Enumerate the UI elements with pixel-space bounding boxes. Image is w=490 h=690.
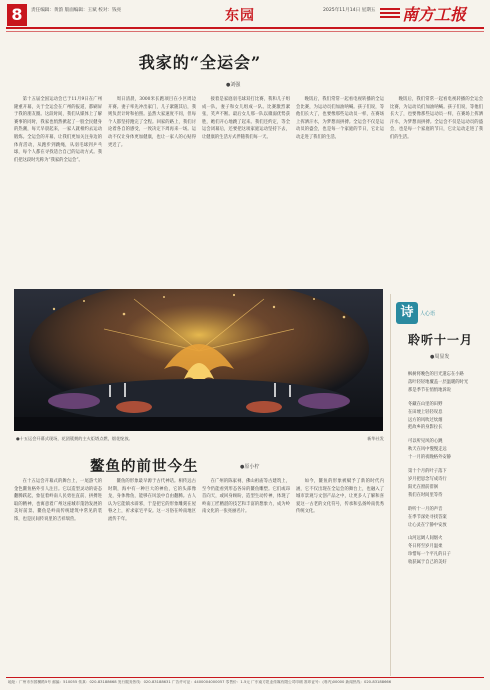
poem-line: 聆听十一月的声音: [408, 506, 443, 512]
poem-line: 冬藏在山里的田野: [408, 401, 443, 407]
editor-info: 责任编辑：黄韵 版面编辑：王斌 校对：钱亮: [31, 8, 122, 13]
poem-line: 第十个月的叶子落下: [408, 469, 447, 475]
poem-line: 冬日将至岁月温柔: [408, 544, 443, 550]
poem-line: 山河远阔人间烟火: [408, 536, 443, 542]
poem-line: 珍惜每一个平凡的日子: [408, 552, 451, 558]
photo-caption: ●十五运会开幕式现场，花团簇拥的主火炬塔点燃，烟花绽放。: [16, 436, 133, 441]
ceremony-illustration: [14, 289, 383, 431]
poem-line: 岁月把思念写成诗行: [408, 476, 447, 482]
photo-credit: 新华社发: [367, 436, 384, 441]
article-paragraph: 第十五届全国运动会已于11月9日在广州隆重开幕，关于全运会在广州的报道，都刷屏于我的朋友圈。这段时间，我们从媒体上了解赛事的同时，我家也悄然掀起了一股全民健身的热潮，每天早晨起来，一家人就相约去运动锻炼。全运会的开幕，让我们更加关注身边的体育活动，从跑步到跳绳，从羽毛球到乒乓球，每个人都在寻找适合自己的运动方式。我们把这段时光称为“我家的全运会”。: [14, 97, 102, 163]
article-byline: ●刘强: [226, 82, 241, 88]
article-column-1: [14, 96, 102, 284]
page-number: 8: [7, 4, 27, 26]
article-paragraph: 晚饭后，我们常常一起看电视转播的全运会比赛，为运动员们加油呐喊。孩子们说，等他们长大了，也要像那些运动员一样，在赛场上挥洒汗水，为梦想而拼搏。全运会不仅是运动员的盛会，也是每一个家庭的节日，它让运动走进了我们的生活。: [296, 97, 384, 140]
poem-line: 那是季节在悄悄地诉说: [408, 387, 451, 393]
poem-line: 在季节深处寻找答案: [408, 514, 447, 520]
opening-ceremony-photo: [14, 289, 383, 431]
poem-tag-icon: 诗: [396, 302, 418, 324]
poem-title: 聆听十一月: [408, 333, 474, 347]
poem-line: 让心灵在宁静中安放: [408, 522, 447, 528]
article2-column-2: [108, 478, 196, 674]
poem-line: 远方的风吹过炊烟: [408, 417, 443, 423]
article-paragraph: 在广州的陈家祠、佛山祖庙等古建筑上，至今仍能看到形态各异的鳌鱼雕塑。它们或昂首向天，或回身顾盼，造型生动传神，体现了岭南工匠精湛的技艺和丰富的想象力，成为岭南文化的一张亮丽名片。: [202, 479, 290, 515]
poem-line: 在田埂上轻轻叹息: [408, 409, 443, 415]
article2-byline: ●原小柠: [240, 464, 260, 470]
article-paragraph: 如今，鳌鱼的形象被赋予了新的时代内涵，它不仅出现在全运会的舞台上，也融入了城市景观与文创产品之中，让更多人了解和喜爱这一古老的文化符号，传承和弘扬岭南优秀传统文化。: [296, 479, 384, 515]
footer-info: 地址：广州市东园横路5号 邮编：510055 传真：020-83188668 发行服务热线：020-83188631 广告许可证：4400004000057 零售价：1.5元 广东南方报业传媒有限公司印刷 准印证号：(粤内)00000 新闻热线：020-83188666: [8, 680, 392, 684]
poem-line: 落叶轻轻地覆盖一层温暖的时光: [408, 379, 469, 385]
article-paragraph: 周日清晨，3000米长跑项目在小区周边开赛。妻子率先冲出家门，儿子紧随其后，我则负责计时和拍照。虽然大家速度不同，但每个人都坚持跑完了全程。回家的路上，我们讨论着各自的感受，一致决定下周再来一场。运动不仅让身体更加健康，也让一家人的心贴得更近了。: [108, 97, 196, 148]
poem-author: ●周显发: [430, 354, 450, 360]
article2-headline: 鳌鱼的前世今生: [90, 458, 199, 475]
poem-line: 阳光在窗前徘徊: [408, 484, 439, 490]
poem-line: 我们在时间里等待: [408, 492, 443, 498]
poem-line: 收获属于自己的美好: [408, 560, 447, 566]
article-paragraph: 鳌鱼的形象最早源于古代神话。相传远古时期，海中有一种巨大的神鱼，它的头部像龙，身体像鱼，能够在风浪中自由翻腾。古人认为它能镇水辟邪，于是把它的形象雕刻在屋脊之上，祈求家宅平安。这一习俗在岭南地区流传千年。: [108, 479, 196, 522]
article-column-5: [390, 96, 483, 286]
article-paragraph: 接着是家庭羽毛球双打比赛，我和儿子组成一队，妻子和女儿组成一队。比赛激烈紧张，笑声不断。最后女儿那一队以微弱优势获胜，她们开心地跳了起来。我们还约定，等全运会闭幕后，还要把这项家庭运动坚持下去，让健康的生活方式伴随我们每一天。: [202, 97, 290, 140]
article-paragraph: 晚饭后，我们常常一起看电视转播的全运会比赛，为运动员们加油呐喊。孩子们说，等他们长大了，也要像那些运动员一样，在赛场上挥洒汗水，为梦想而拼搏。全运会不仅是运动员的盛会，也是每一个家庭的节日，它让运动走进了我们的生活。: [390, 97, 483, 140]
poem-line: 秋天在风中慢慢走远: [408, 447, 447, 453]
article2-column-1: [14, 478, 102, 674]
article-column-3: [202, 96, 290, 284]
article-column-4: [296, 96, 384, 284]
logo-bars-icon: [380, 8, 400, 20]
poem-column-label: 人心语: [420, 311, 436, 317]
newspaper-logo: 南方工报: [402, 5, 467, 24]
section-title: 东园: [225, 8, 255, 24]
poem-line: 十一月的夜晚格外安静: [408, 455, 451, 461]
masthead-rule-thin: [6, 31, 484, 32]
article-headline: 我家的“全运会”: [138, 53, 262, 72]
poem-line: 枫树将晚色的目光遗忘在小路: [408, 372, 464, 377]
issue-date: 2025年11月14日 星期五: [323, 8, 376, 13]
poem-line: 把故乡的身影拉长: [408, 425, 443, 431]
masthead: [0, 0, 490, 34]
article2-column-4: [296, 478, 384, 674]
article-column-2: [108, 96, 196, 284]
article-paragraph: 在十五运会开幕式的舞台上，一尾游弋的金色鳌鱼格外引人注目。它以造型灵动的姿态翻腾跃起，象征着岭南人民勇往直前、拼搏进取的精神，也寓意着广州这座城市蓬勃发展的美好前景。鳌鱼是岭南传统建筑中常见的装饰，也是民间传说里的吉祥瑞兽。: [14, 479, 102, 522]
poem-line: 可以听见风的心跳: [408, 439, 443, 445]
footer-rule: [6, 677, 484, 678]
article2-column-3: [202, 478, 290, 674]
masthead-rule: [6, 27, 484, 29]
poem-body: [408, 371, 486, 567]
